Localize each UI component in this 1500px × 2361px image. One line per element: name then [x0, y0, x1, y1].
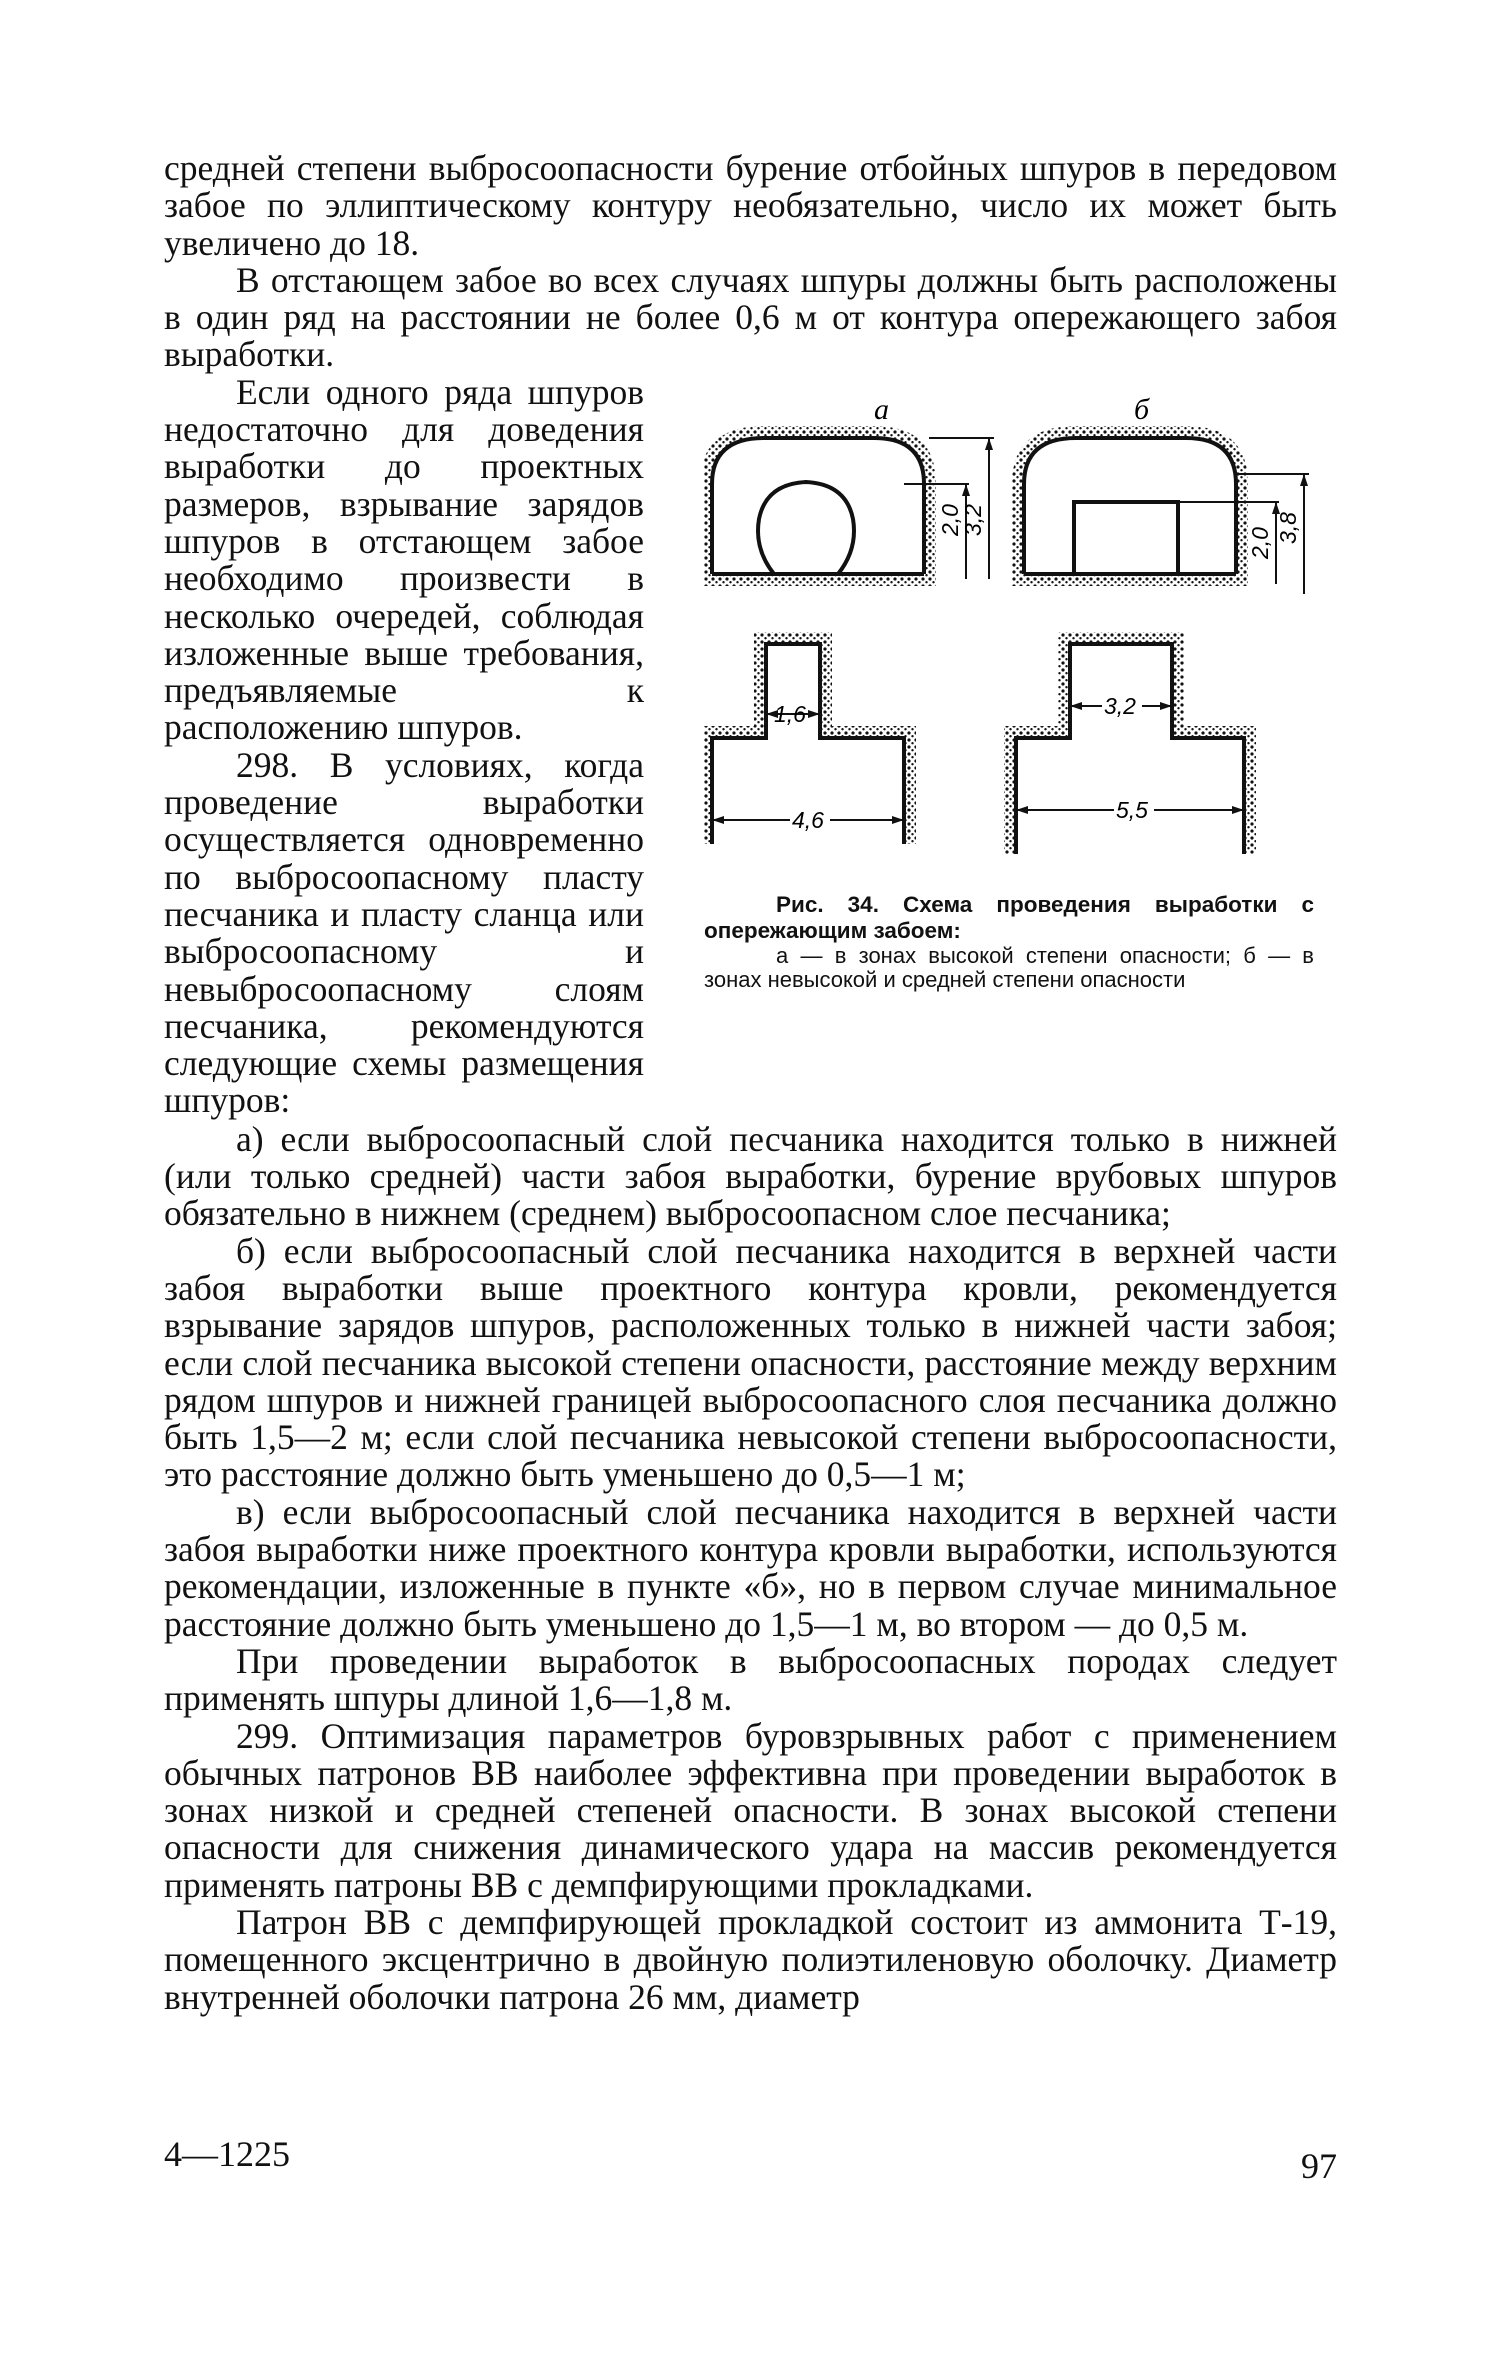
caption-title: Рис. 34. Схема проведения выработки с опережающим забоем:: [704, 891, 1314, 943]
dimension-b-inner: 2,0: [1247, 526, 1273, 559]
figure-drawing: [704, 374, 1337, 884]
dimension-b-bottom-width: 5,5: [1116, 796, 1148, 823]
dimension-b-outer: 3,8: [1275, 511, 1301, 544]
paragraph: Если одного ряда шпуров недостаточно для доведения выработки до проектных размеров, взрывание зарядов шпуров в отстающем забое необходимо произвести в несколько очередей, соблюдая изложенные выше требования, предъявляемые к расположению шпуров.: [164, 371, 644, 748]
diagram-b-plan: [1004, 632, 1256, 854]
figure-label-b: б: [1134, 392, 1150, 426]
left-column: [164, 371, 644, 1121]
paragraph: б) если выбросоопасный слой песчаника находится в верхней части забоя выработки выше проектного контура кровли, рекомендуется взрывание зарядов шпуров, расположенных только в нижней части забоя; если слой песчаника высокой степени опасности, расстояние между верхним рядом шпуров и нижней границей выбросоопасного слоя песчаника должно быть 1,5—2 м; если слой песчаника невысокой степени выбросоопасности, это расстояние должно быть уменьшено до 0,5—1 м;: [164, 1230, 1337, 1495]
page-body: [164, 150, 1337, 2016]
dimension-a-top-width: 1,6: [774, 700, 806, 727]
text-with-figure: [164, 371, 1337, 1121]
diagram-a-plan: [704, 632, 916, 844]
figure-caption: [704, 892, 1314, 993]
page-number: 97: [1301, 2146, 1337, 2186]
paragraph: средней степени выбросоопасности бурение отбойных шпуров в передовом забое по эллиптическому контуру необязательно, число их может быть увеличено до 18.: [164, 148, 1337, 263]
diagram-b-cross-section: [1012, 426, 1309, 594]
dimension-a-outer: 3,2: [960, 503, 986, 536]
diagram-a-cross-section: [704, 426, 994, 586]
paragraph: При проведении выработок в выбросоопасных породах следует применять шпуры длиной 1,6—1,8 м.: [164, 1640, 1337, 1719]
paragraph: в) если выбросоопасный слой песчаника находится в верхней части забоя выработки ниже проектного контура кровли выработки, используются рекомендации, изложенные в пункте «б», но в первом случае минимальное расстояние должно быть уменьшено до 1,5—1 м, во втором — до 0,5 м.: [164, 1491, 1337, 1644]
dimension-b-top-width: 3,2: [1104, 692, 1136, 719]
paragraph: а) если выбросоопасный слой песчаника находится только в нижней (или только средней) части забоя выработки, бурение врубовых шпуров обязательно в нижнем (среднем) выбросоопасном слое песчаника;: [164, 1118, 1337, 1234]
figure-34: [704, 374, 1337, 1034]
figure-label-a: а: [874, 392, 889, 426]
paragraph: 298. В условиях, когда проведение выработки осуществляется одновременно по выбросоопасному пласту песчаника и пласту сланца или выбросоопасному и невыбросоопасному слоям песчаника, рекомендуются следующие схемы размещения шпуров:: [164, 744, 644, 1121]
paragraph: Патрон ВВ с демпфирующей прокладкой состоит из аммонита Т-19, помещенного эксцентрично в двойную полиэтиленовую оболочку. Диаметр внутренней оболочки патрона 26 мм, диаметр: [164, 1902, 1337, 2017]
dimension-a-bottom-width: 4,6: [792, 806, 824, 833]
printer-signature: 4—1225: [164, 2134, 290, 2174]
caption-text: а — в зонах высокой степени опасности; б — в зонах невысокой и средней степени опасности: [704, 942, 1314, 993]
dimension-a-inner: 2,0: [937, 503, 963, 536]
paragraph: В отстающем забое во всех случаях шпуры должны быть расположены в один ряд на расстоянии не более 0,6 м от контура опережающего забоя выработки.: [164, 259, 1337, 375]
paragraph: 299. Оптимизация параметров буровзрывных работ с применением обычных патронов ВВ наиболее эффективна при проведении выработок в зонах низкой и средней степеней опасности. В зонах высокой степени опасности для снижения динамического удара на массив рекомендуется применять патроны ВВ с демпфирующими прокладками.: [164, 1715, 1337, 1905]
